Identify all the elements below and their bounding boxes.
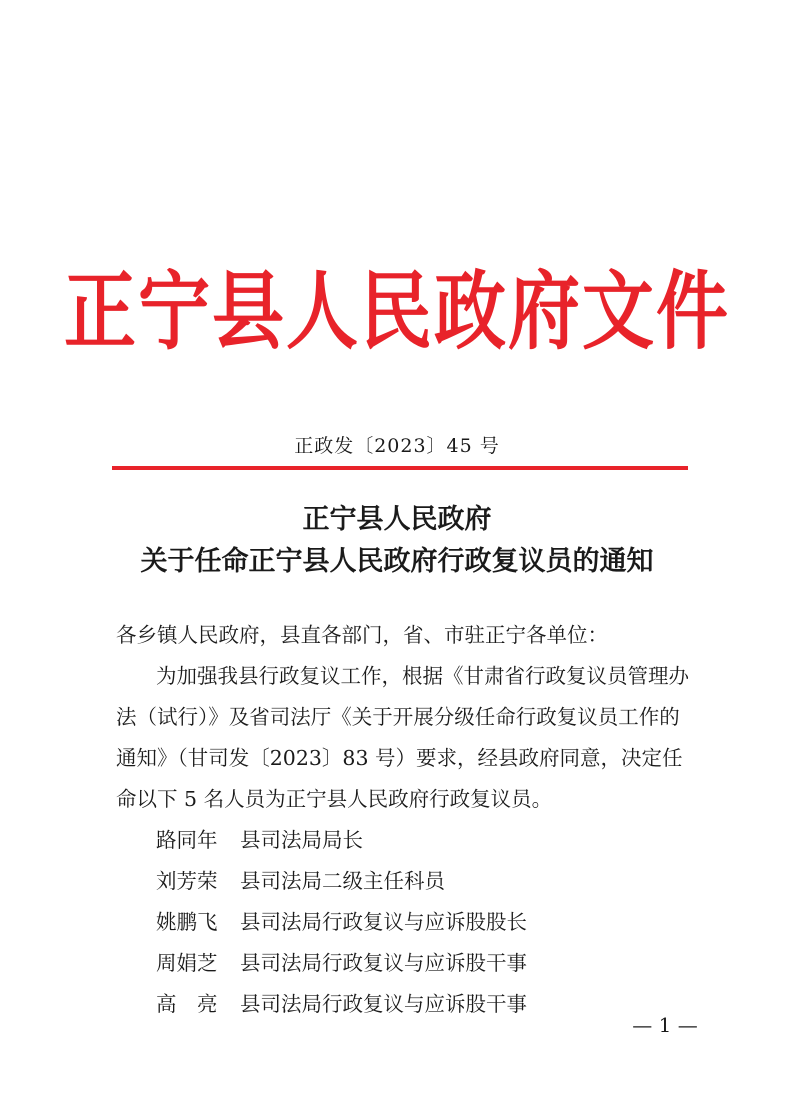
appointee-row — [156, 909, 527, 936]
paragraph-line: 通知》（甘司发〔2023〕83 号）要求，经县政府同意，决定任 — [116, 746, 683, 770]
document-header-title: 正宁县人民政府文件 — [63, 260, 730, 362]
document-number: 正政发〔2023〕45 号 — [294, 435, 500, 457]
appointee-name: 姚鹏飞 — [156, 910, 218, 934]
appointee-position: 县司法局行政复议与应诉股干事 — [240, 951, 527, 975]
appointee-row — [156, 950, 527, 977]
paragraph-line: 为加强我县行政复议工作，根据《甘肃省行政复议员管理办 — [156, 664, 689, 688]
appointee-name: 刘芳荣 — [156, 869, 218, 893]
appointee-name: 高 亮 — [156, 992, 218, 1016]
red-divider-line — [112, 466, 688, 470]
appointee-position: 县司法局二级主任科员 — [240, 869, 445, 893]
appointee-position: 县司法局局长 — [240, 828, 363, 852]
appointee-name: 路同年 — [156, 828, 218, 852]
appointee-name: 周娟芝 — [156, 951, 218, 975]
notice-title-line-1: 正宁县人民政府 — [302, 504, 492, 535]
paragraph-line: 法（试行）》及省司法厅《关于开展分级任命行政复议员工作的 — [116, 705, 680, 729]
appointee-position: 县司法局行政复议与应诉股股长 — [240, 910, 527, 934]
appointee-position: 县司法局行政复议与应诉股干事 — [240, 992, 527, 1016]
appointee-row — [156, 827, 363, 854]
paragraph-line: 命以下 5 名人员为正宁县人民政府行政复议员。 — [116, 787, 553, 811]
page-number: — 1 — — [632, 1013, 698, 1037]
appointee-row — [156, 991, 527, 1018]
notice-title-line-2: 关于任命正宁县人民政府行政复议员的通知 — [140, 546, 654, 577]
appointee-row — [156, 868, 445, 895]
salutation: 各乡镇人民政府，县直各部门，省、市驻正宁各单位： — [116, 623, 608, 647]
